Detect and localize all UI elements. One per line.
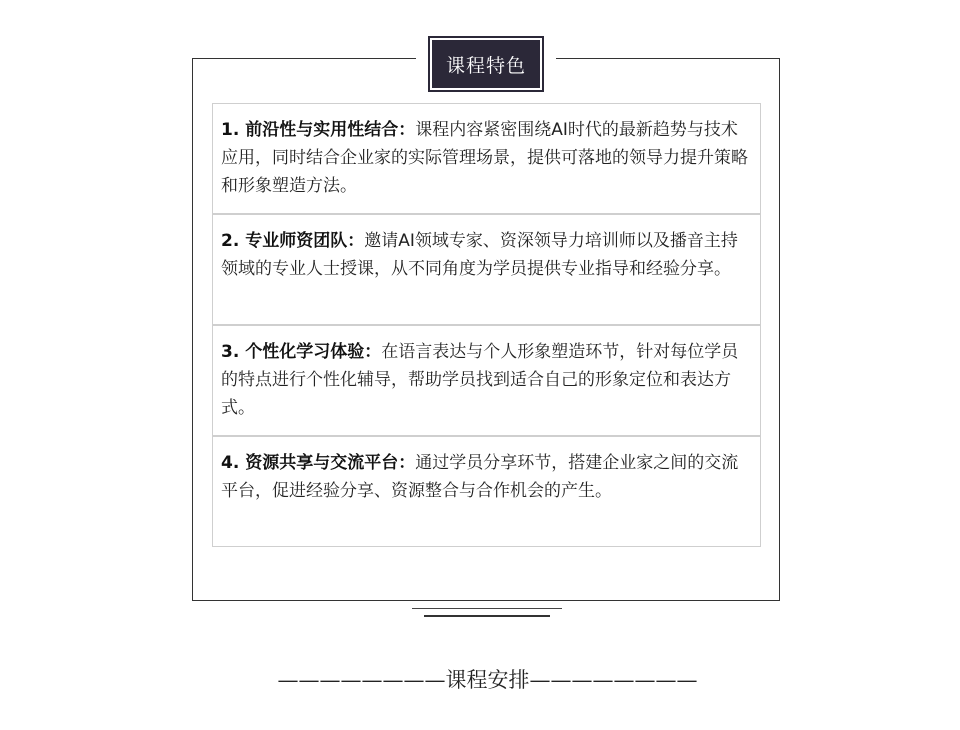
feature-text: 课程内容紧密围绕AI时代的最新趋势与技术应用，同时结合企业家的实际管理场景，提供可落地的领导力提升策略和形象塑造方法。 xyxy=(221,120,748,196)
feature-heading: 1. 前沿性与实用性结合： xyxy=(221,120,416,140)
feature-heading: 2. 专业师资团队： xyxy=(221,231,365,251)
feature-card-4 xyxy=(212,436,761,547)
feature-text: 邀请AI领域专家、资深领导力培训师以及播音主持领域的专业人士授课，从不同角度为学员提供专业指导和经验分享。 xyxy=(221,231,738,279)
divider-line xyxy=(412,608,562,609)
feature-heading: 4. 资源共享与交流平台： xyxy=(221,453,416,473)
feature-card-2 xyxy=(212,214,761,325)
course-features-title: 课程特色 xyxy=(432,40,540,88)
title-border xyxy=(428,36,544,92)
divider-line xyxy=(424,615,550,617)
feature-card-3 xyxy=(212,325,761,436)
feature-text: 通过学员分享环节，搭建企业家之间的交流平台，促进经验分享、资源整合与合作机会的产生。 xyxy=(221,453,739,501)
feature-text: 在语言表达与个人形象塑造环节，针对每位学员的特点进行个性化辅导，帮助学员找到适合自己的形象定位和表达方式。 xyxy=(221,342,739,418)
feature-card-1 xyxy=(212,103,761,214)
course-schedule-heading: ————————课程安排———————— xyxy=(277,668,698,692)
course-features-title-badge xyxy=(416,36,556,94)
feature-heading: 3. 个性化学习体验： xyxy=(221,342,382,362)
